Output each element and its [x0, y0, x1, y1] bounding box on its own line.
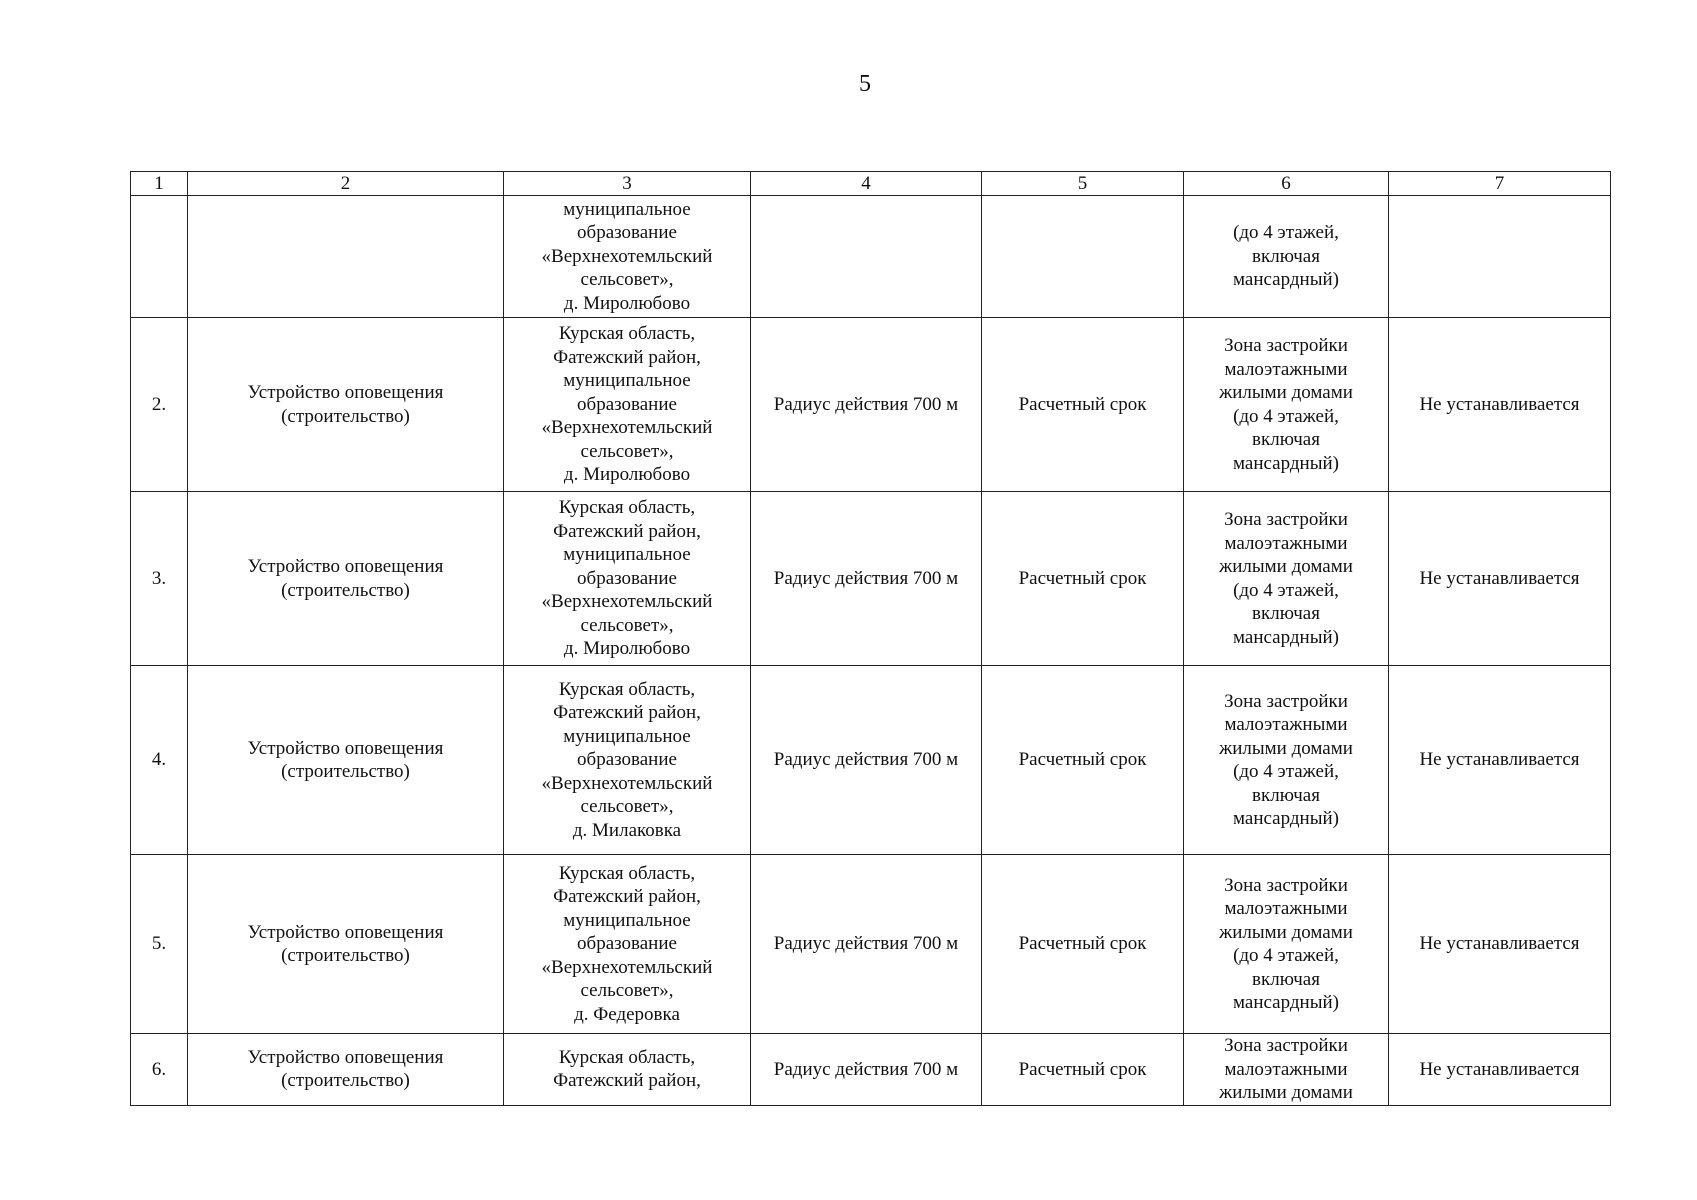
cell-protection — [1389, 666, 1611, 855]
table-header — [131, 172, 1611, 196]
cell-term-text: Расчетный срок — [1018, 749, 1147, 771]
cell-number-text: 3. — [151, 567, 167, 589]
header-col-6: 6 — [1184, 172, 1389, 196]
cell-protection — [1389, 1034, 1611, 1106]
cell-zone — [1184, 196, 1389, 318]
cell-location-text: Курская область, Фатежский район, — [553, 1046, 701, 1092]
cell-location-text: Курская область, Фатежский район, муниципальное образование «Верхнехотемльский сельсовет», д. Миролюбово — [541, 323, 713, 486]
cell-location — [504, 196, 751, 318]
cell-name — [188, 196, 504, 318]
document-table — [130, 171, 1611, 1106]
cell-characteristics-text: Радиус действия 700 м — [773, 933, 959, 955]
cell-zone — [1184, 492, 1389, 666]
cell-protection — [1389, 492, 1611, 666]
cell-term-text: Расчетный срок — [1018, 567, 1147, 589]
cell-name-text: Устройство оповещения (строительство) — [247, 921, 444, 966]
table-row — [131, 196, 1611, 318]
cell-zone — [1184, 1034, 1389, 1106]
cell-number-text: 6. — [151, 1058, 167, 1080]
cell-name — [188, 492, 504, 666]
cell-protection — [1389, 855, 1611, 1034]
cell-term — [982, 318, 1184, 492]
header-col-5: 5 — [982, 172, 1184, 196]
header-col-4: 4 — [751, 172, 982, 196]
cell-number — [131, 1034, 188, 1106]
cell-zone-text: Зона застройки малоэтажными жилыми домами (до 4 этажей, включая мансардный) — [1219, 335, 1353, 474]
table-row — [131, 318, 1611, 492]
cell-term — [982, 1034, 1184, 1106]
cell-characteristics — [751, 196, 982, 318]
cell-name-text: Устройство оповещения (строительство) — [247, 1046, 444, 1092]
table-body — [131, 196, 1611, 1106]
cell-name — [188, 1034, 504, 1106]
cell-protection-text: Не устанавливается — [1419, 933, 1580, 955]
cell-characteristics — [751, 492, 982, 666]
cell-name-text: Устройство оповещения (строительство) — [247, 737, 444, 782]
cell-location-text: Курская область, Фатежский район, муниципальное образование «Верхнехотемльский сельсовет», д. Федеровка — [541, 862, 713, 1025]
cell-characteristics — [751, 1034, 982, 1106]
cell-zone-text: (до 4 этажей, включая мансардный) — [1233, 222, 1339, 291]
cell-term — [982, 855, 1184, 1034]
cell-protection-text: Не устанавливается — [1419, 393, 1580, 415]
cell-location — [504, 1034, 751, 1106]
cell-characteristics-text: Радиус действия 700 м — [773, 1058, 959, 1080]
cell-characteristics — [751, 855, 982, 1034]
header-col-2: 2 — [188, 172, 504, 196]
page-number: 5 — [859, 71, 871, 97]
cell-number — [131, 666, 188, 855]
cell-characteristics — [751, 318, 982, 492]
cell-characteristics-text: Радиус действия 700 м — [773, 749, 959, 771]
cell-zone-text: Зона застройки малоэтажными жилыми домами (до 4 этажей, включая мансардный) — [1219, 690, 1353, 829]
cell-number-text: 5. — [151, 933, 167, 955]
cell-number — [131, 196, 188, 318]
cell-location — [504, 666, 751, 855]
header-row — [131, 172, 1611, 196]
cell-term-text: Расчетный срок — [1018, 933, 1147, 955]
cell-number-text: 4. — [151, 749, 167, 771]
cell-name-text: Устройство оповещения (строительство) — [247, 556, 444, 601]
cell-protection — [1389, 196, 1611, 318]
cell-zone-text: Зона застройки малоэтажными жилыми домами (до 4 этажей, включая мансардный) — [1219, 509, 1353, 648]
table-row — [131, 855, 1611, 1034]
cell-term-text: Расчетный срок — [1018, 393, 1147, 415]
cell-zone — [1184, 666, 1389, 855]
cell-name — [188, 318, 504, 492]
cell-term — [982, 492, 1184, 666]
cell-name-text: Устройство оповещения (строительство) — [247, 382, 444, 427]
cell-name — [188, 855, 504, 1034]
table-row — [131, 1034, 1611, 1106]
table-row — [131, 666, 1611, 855]
cell-location-text: муниципальное образование «Верхнехотемльский сельсовет», д. Миролюбово — [541, 198, 713, 314]
cell-location — [504, 492, 751, 666]
cell-zone-text: Зона застройки малоэтажными жилыми домами (до 4 этажей, включая мансардный) — [1219, 874, 1353, 1013]
cell-protection-text: Не устанавливается — [1419, 749, 1580, 771]
cell-term — [982, 666, 1184, 855]
cell-location-text: Курская область, Фатежский район, муниципальное образование «Верхнехотемльский сельсовет», д. Миролюбово — [541, 497, 713, 660]
cell-location — [504, 855, 751, 1034]
cell-protection-text: Не устанавливается — [1419, 567, 1580, 589]
header-col-3: 3 — [504, 172, 751, 196]
cell-location-text: Курская область, Фатежский район, муниципальное образование «Верхнехотемльский сельсовет», д. Милаковка — [541, 678, 713, 841]
cell-location — [504, 318, 751, 492]
cell-characteristics-text: Радиус действия 700 м — [773, 567, 959, 589]
cell-term — [982, 196, 1184, 318]
cell-protection — [1389, 318, 1611, 492]
header-col-7: 7 — [1389, 172, 1611, 196]
cell-characteristics — [751, 666, 982, 855]
cell-number — [131, 318, 188, 492]
header-col-1: 1 — [131, 172, 188, 196]
cell-protection-text: Не устанавливается — [1419, 1058, 1580, 1080]
cell-zone — [1184, 855, 1389, 1034]
cell-number — [131, 492, 188, 666]
cell-characteristics-text: Радиус действия 700 м — [773, 393, 959, 415]
cell-number — [131, 855, 188, 1034]
table-row — [131, 492, 1611, 666]
cell-zone-text: Зона застройки малоэтажными жилыми домами — [1219, 1035, 1353, 1103]
cell-zone — [1184, 318, 1389, 492]
cell-number-text: 2. — [151, 393, 167, 415]
cell-name — [188, 666, 504, 855]
cell-term-text: Расчетный срок — [1018, 1058, 1147, 1080]
